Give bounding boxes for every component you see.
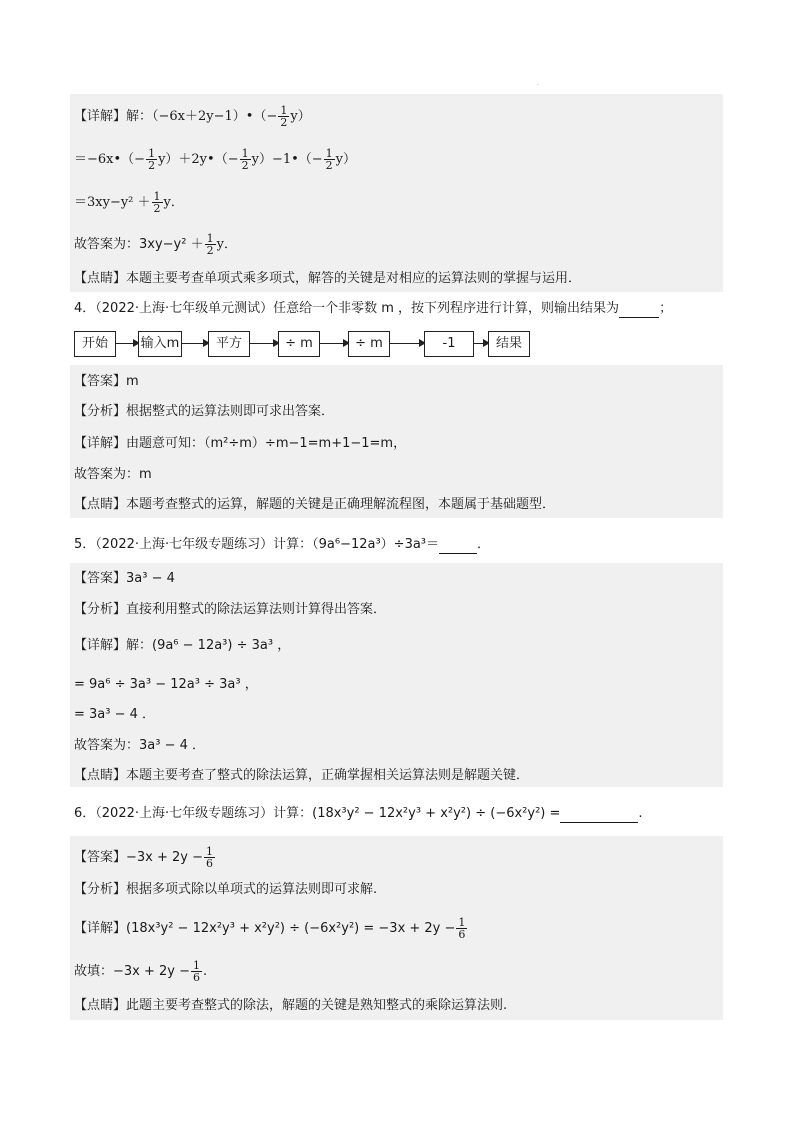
q3-step-line-2: ＝−6x•（− $\frac{1}{2}$ y）＋2y•（− $\frac{1}{2}$ y）−1•（− $\frac{1}{2}$ y） (74, 147, 357, 172)
q6-detail: 【详解】(18x³y² − 12x²y³ + x²y²) ÷ (−6x²y²) = −3x + 2y − $\frac{1}{6}$ (74, 916, 466, 941)
q6-stem: 6．（2022·上海·七年级专题练习）计算：(18x³y² − 12x²y³ + x²y²) ÷ (−6x²y²) = . (74, 806, 643, 821)
flow-result-box: 结果 (488, 331, 530, 357)
q5-analysis: 【分析】直接利用整式的除法运算法则计算得出答案． (74, 602, 387, 617)
flow-arrow (473, 343, 489, 344)
corner-mark: . (537, 80, 539, 87)
fraction-one-sixth: $\frac{1}{6}$ (193, 959, 201, 984)
fraction-one-sixth: $\frac{1}{6}$ (458, 916, 466, 941)
flow-arrow (249, 343, 279, 344)
q4-flowchart (74, 331, 544, 359)
fraction-half: $\frac{1}{2}$ (206, 232, 214, 257)
q5-detail: 【详解】解：(9a⁶ − 12a³) ÷ 3a³ ， (74, 638, 291, 653)
flow-input-box: 输入m (138, 331, 182, 357)
q3-expr-part: （−6x＋2y−1）•（− (152, 109, 278, 124)
q5-step-2: = 9a⁶ ÷ 3a³ − 12a³ ÷ 3a³ ， (74, 677, 258, 692)
flow-divide-box-2: ÷ m (348, 331, 390, 357)
fraction-half: $\frac{1}{2}$ (241, 147, 249, 172)
fraction-half: $\frac{1}{2}$ (153, 190, 161, 215)
fraction-half: $\frac{1}{2}$ (148, 147, 156, 172)
q5-step-3: = 3a³ − 4 ． (74, 707, 156, 722)
q3-detail-line (74, 105, 311, 128)
q6-comment: 【点睛】此题主要考查整式的除法，解题的关键是熟知整式的乘除运算法则. (74, 998, 508, 1013)
q6-analysis: 【分析】根据多项式除以单项式的运算法则即可求解. (74, 882, 378, 897)
q3-detail-label: 【详解】解： (74, 109, 153, 124)
fraction-half: $\frac{1}{2}$ (325, 147, 333, 172)
answer-blank (439, 539, 477, 554)
q5-stem: 5．（2022·上海·七年级专题练习）计算：（9a⁶−12a³）÷3a³＝ ． (74, 537, 491, 552)
q4-answer: 【答案】m (74, 374, 139, 389)
q5-comment: 【点睛】本题主要考查了整式的除法运算，正确掌握相关运算法则是解题关键． (74, 768, 530, 783)
q3-step-line-3: ＝3xy−y² ＋ $\frac{1}{2}$ y． (74, 190, 184, 215)
q4-stem: 4．（2022·上海·七年级单元测试）任意给一个非零数 m ，按下列程序进行计算，则输出结果为 ； (74, 301, 673, 316)
q6-answer: 【答案】−3x + 2y − $\frac{1}{6}$ (74, 845, 214, 870)
fraction-half: $\frac{1}{2}$ (280, 104, 288, 129)
q5-answer: 【答案】3a³ − 4 (74, 571, 175, 586)
flow-arrow (389, 343, 425, 344)
answer-blank (619, 303, 659, 318)
q3-answer-line: 故答案为：3xy−y² ＋ $\frac{1}{2}$ y． (74, 232, 237, 257)
flow-start-box: 开始 (74, 331, 116, 357)
q5-final-answer: 故答案为：3a³ − 4 ． (74, 738, 206, 753)
answer-blank (560, 808, 638, 823)
q3-expr-part: y） (290, 109, 311, 124)
q4-final-answer: 故答案为：m (74, 467, 152, 482)
q6-fill: 故填：−3x + 2y − $\frac{1}{6}$ . (74, 959, 208, 984)
flow-arrow (115, 343, 139, 344)
q4-detail: 【详解】由题意可知：（m²÷m）÷m−1=m+1−1=m， (74, 436, 407, 451)
flow-square-box: 平方 (208, 331, 250, 357)
flow-minus-one-box: -1 (424, 331, 474, 357)
q4-analysis: 【分析】根据整式的运算法则即可求出答案． (74, 404, 335, 419)
q4-comment: 【点睛】本题考查整式的运算，解题的关键是正确理解流程图，本题属于基础题型． (74, 497, 556, 512)
flow-divide-box-1: ÷ m (278, 331, 320, 357)
fraction-one-sixth: $\frac{1}{6}$ (206, 845, 214, 870)
flow-arrow (319, 343, 349, 344)
flow-arrow (181, 343, 209, 344)
q3-comment: 【点睛】本题主要考查单项式乘多项式，解答的关键是对相应的运算法则的掌握与运用． (74, 271, 582, 286)
